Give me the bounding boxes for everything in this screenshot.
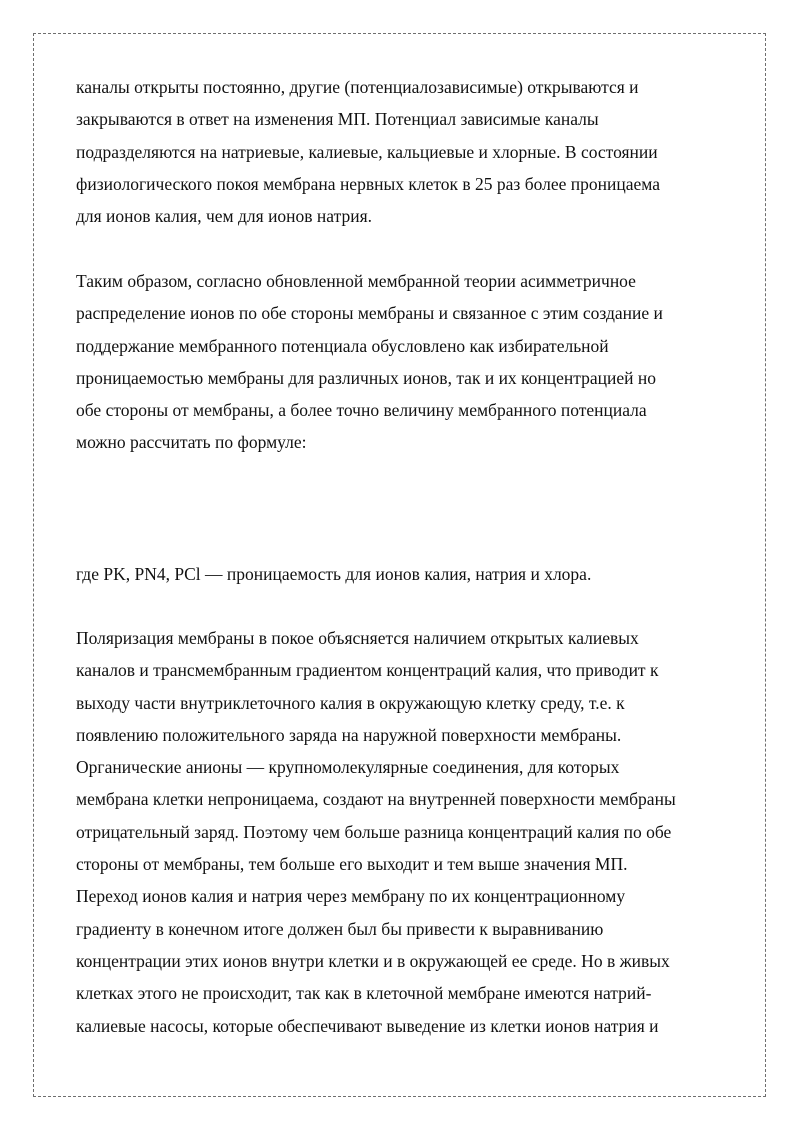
text-line: отрицательный заряд. Поэтому чем больше разница концентраций калия по обе — [76, 821, 672, 842]
text-line: обе стороны от мембраны, а более точно величину мембранного потенциала — [76, 400, 647, 421]
text-line: клетках этого не происходит, так как в клеточной мембране имеются натрий- — [76, 983, 652, 1004]
paragraph-3 — [76, 558, 736, 590]
text-line: где PK, PN4, PCl — проницаемость для ионов калия, натрия и хлора. — [76, 564, 592, 584]
text-line: стороны от мембраны, тем больше его выходит и тем выше значения МП. — [76, 854, 628, 875]
text-line: Поляризация мембраны в покое объясняется наличием открытых калиевых — [76, 628, 639, 648]
text-line: мембрана клетки непроницаема, создают на внутренней поверхности мембраны — [76, 789, 676, 810]
text-line: закрываются в ответ на изменения МП. Потенциал зависимые каналы — [76, 109, 599, 130]
text-line: поддержание мембранного потенциала обусловлено как избирательной — [76, 335, 609, 356]
text-line: Таким образом, согласно обновленной мембранной теории асимметричное — [76, 271, 636, 291]
text-line: можно рассчитать по формуле: — [76, 432, 307, 453]
text-line: градиенту в конечном итоге должен был бы привести к выравниванию — [76, 918, 604, 939]
text-line: концентрации этих ионов внутри клетки и в окружающей ее среде. Но в живых — [76, 950, 670, 971]
text-line: для ионов калия, чем для ионов натрия. — [76, 206, 373, 227]
paragraph-1 — [76, 71, 736, 232]
text-line: Органические анионы — крупномолекулярные соединения, для которых — [76, 757, 620, 778]
text-line: каналы открыты постоянно, другие (потенциалозависимые) открываются и — [76, 77, 639, 97]
text-line: распределение ионов по обе стороны мембраны и связанное с этим создание и — [76, 303, 663, 324]
text-line: проницаемостью мембраны для различных ионов, так и их концентрацией но — [76, 367, 657, 388]
text-line: выходу части внутриклеточного калия в окружающую клетку среду, т.е. к — [76, 692, 625, 713]
text-line: Переход ионов калия и натрия через мембрану по их концентрационному — [76, 886, 626, 907]
text-line: каналов и трансмембранным градиентом концентраций калия, что приводит к — [76, 660, 659, 681]
text-line: калиевые насосы, которые обеспечивают выведение из клетки ионов натрия и — [76, 1015, 659, 1036]
paragraph-2 — [76, 265, 736, 459]
paragraph-4 — [76, 622, 736, 1042]
text-line: подразделяются на натриевые, калиевые, кальциевые и хлорные. В состоянии — [76, 141, 658, 162]
text-line: физиологического покоя мембрана нервных клеток в 25 раз более проницаема — [76, 173, 660, 194]
text-line: появлению положительного заряда на наружной поверхности мембраны. — [76, 724, 622, 745]
